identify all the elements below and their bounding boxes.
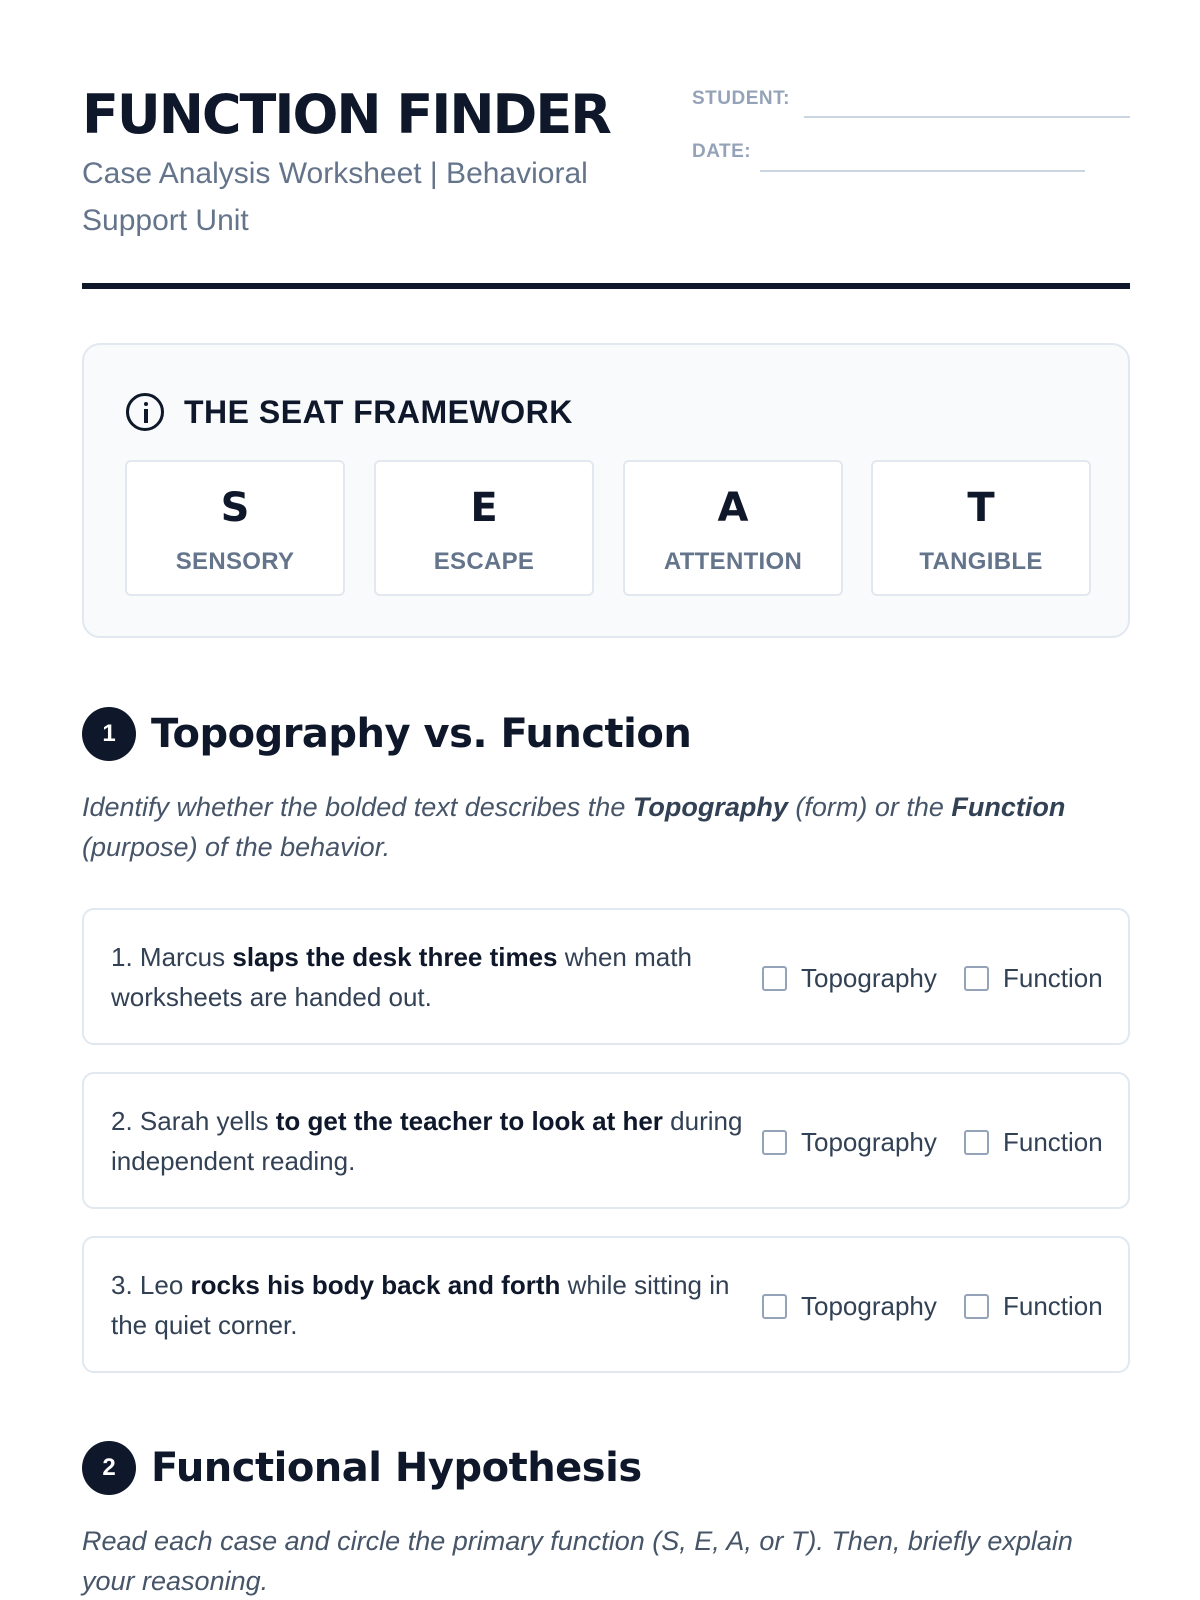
question-card-2 — [82, 1072, 1130, 1209]
topography-option[interactable] — [762, 1127, 937, 1158]
seat-framework-heading — [126, 393, 573, 431]
option-label: Function — [1003, 1291, 1103, 1321]
checkbox[interactable] — [762, 1294, 787, 1319]
question-text — [111, 1265, 751, 1345]
date-field[interactable] — [760, 170, 1085, 172]
option-label: Function — [1003, 963, 1103, 993]
worksheet-subtitle: Case Analysis Worksheet | Behavioral Support Unit — [82, 157, 588, 237]
question-text — [111, 1101, 751, 1181]
section-1-heading — [82, 707, 691, 761]
date-label: DATE: — [692, 141, 752, 162]
question-lead: 2. Sarah yells — [111, 1106, 276, 1136]
question-bold: to get the teacher to look at her — [275, 1106, 663, 1136]
seat-letter: T — [967, 485, 995, 531]
checkbox[interactable] — [762, 1130, 787, 1155]
section-1-instructions — [82, 787, 1130, 867]
option-label: Topography — [801, 1127, 937, 1157]
section-number-badge: 2 — [82, 1441, 136, 1495]
question-bold: rocks his body back and forth — [190, 1270, 561, 1300]
function-option[interactable] — [964, 1291, 1103, 1322]
topography-option[interactable] — [762, 963, 937, 994]
question-tail: while sitting in the quiet corner. — [111, 1270, 730, 1340]
student-name-field[interactable] — [804, 116, 1130, 118]
seat-word: SENSORY — [175, 548, 295, 575]
instr-text: (form) or the — [787, 792, 952, 822]
seat-word: TANGIBLE — [919, 548, 1043, 575]
question-lead: 1. Marcus — [111, 942, 233, 972]
seat-framework-box — [82, 343, 1130, 638]
seat-word: ATTENTION — [663, 548, 803, 575]
instr-bold-function: Function — [951, 792, 1066, 822]
worksheet-title: FUNCTION FINDER — [82, 83, 610, 146]
function-option[interactable] — [964, 1127, 1103, 1158]
seat-letter: A — [717, 485, 749, 531]
option-label: Topography — [801, 963, 937, 993]
option-label: Function — [1003, 1127, 1103, 1157]
seat-letter: E — [470, 485, 498, 531]
section-title: Functional Hypothesis — [151, 1445, 642, 1491]
checkbox[interactable] — [964, 1130, 989, 1155]
seat-card-sensory — [125, 460, 345, 596]
function-option[interactable] — [964, 963, 1103, 994]
question-tail: during independent reading. — [111, 1106, 743, 1176]
option-label: Topography — [801, 1291, 937, 1321]
info-icon — [126, 393, 164, 431]
checkbox[interactable] — [964, 1294, 989, 1319]
seat-card-escape — [374, 460, 594, 596]
topography-option[interactable] — [762, 1291, 937, 1322]
instr-bold-topography: Topography — [632, 792, 788, 822]
checkbox[interactable] — [964, 966, 989, 991]
seat-framework-title: THE SEAT FRAMEWORK — [184, 393, 573, 430]
section-number-badge: 1 — [82, 707, 136, 761]
question-text — [111, 937, 751, 1017]
question-tail: when math worksheets are handed out. — [111, 942, 692, 1012]
section-2-heading — [82, 1441, 642, 1495]
question-lead: 3. Leo — [111, 1270, 191, 1300]
question-card-3 — [82, 1236, 1130, 1373]
worksheet-header — [82, 78, 1130, 288]
question-bold: slaps the desk three times — [232, 942, 558, 972]
seat-card-attention — [623, 460, 843, 596]
seat-letter: S — [220, 485, 250, 531]
section-2-instructions: Read each case and circle the primary function (S, E, A, or T). Then, briefly explain your reasoning. — [82, 1526, 1073, 1596]
instr-text: Identify whether the bolded text describes the — [82, 792, 633, 822]
seat-word: ESCAPE — [433, 548, 535, 575]
instr-text: (purpose) of the behavior. — [82, 832, 391, 862]
checkbox[interactable] — [762, 966, 787, 991]
student-label: STUDENT: — [692, 88, 790, 109]
header-divider — [82, 283, 1130, 289]
seat-card-tangible — [871, 460, 1091, 596]
question-card-1 — [82, 908, 1130, 1045]
section-title: Topography vs. Function — [151, 711, 692, 757]
